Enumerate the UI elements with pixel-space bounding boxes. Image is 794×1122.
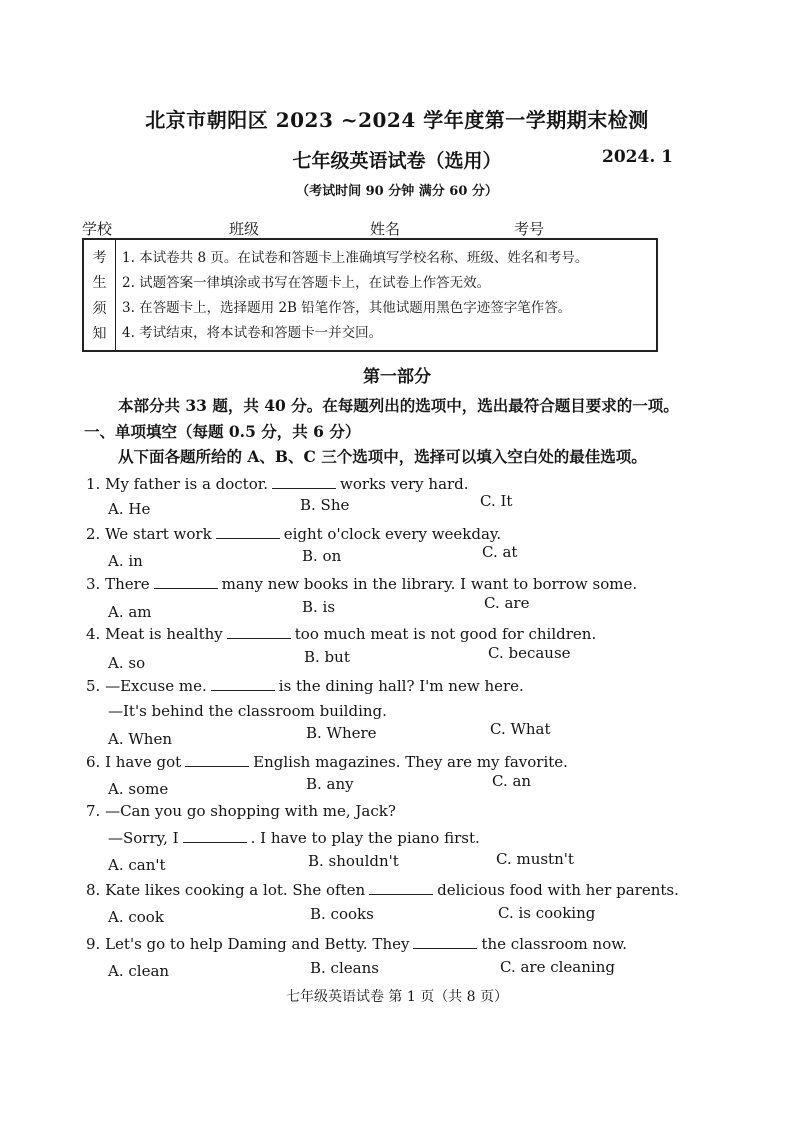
notice-items bbox=[122, 246, 652, 346]
question-text: works very hard. bbox=[340, 475, 469, 493]
notice-side-char: 生 bbox=[92, 275, 107, 292]
question-text: English magazines. They are my favorite. bbox=[253, 753, 568, 771]
question-5 bbox=[86, 676, 524, 695]
name-blank[interactable] bbox=[404, 224, 500, 239]
option-a[interactable]: A. He bbox=[108, 500, 151, 518]
option-b[interactable]: B. Where bbox=[306, 724, 377, 742]
question-text: too much meat is not good for children. bbox=[294, 625, 597, 643]
option-b[interactable]: B. She bbox=[300, 496, 350, 514]
exam-title: 北京市朝阳区 2023 ~2024 学年度第一学期期末检测 bbox=[145, 108, 649, 132]
question-text: 9. Let's go to help Daming and Betty. They bbox=[86, 935, 410, 953]
option-a[interactable]: A. am bbox=[108, 603, 152, 621]
answer-blank[interactable] bbox=[369, 880, 433, 895]
option-c[interactable]: C. at bbox=[482, 543, 518, 561]
option-c[interactable]: C. mustn't bbox=[496, 850, 574, 868]
class-label: 班级 bbox=[229, 220, 260, 238]
option-b[interactable]: B. any bbox=[306, 775, 354, 793]
option-a[interactable]: A. so bbox=[108, 654, 146, 672]
exam-date: 2024. 1 bbox=[602, 147, 673, 167]
page-footer: 七年级英语试卷 第 1 页（共 8 页） bbox=[285, 989, 509, 1005]
part-intro: 本部分共 33 题，共 40 分。在每题列出的选项中，选出最符合题目要求的一项。 bbox=[118, 396, 679, 415]
question-1 bbox=[86, 474, 469, 493]
section-instruction: 从下面各题所给的 A、B、C 三个选项中，选择可以填入空白处的最佳选项。 bbox=[118, 447, 647, 466]
notice-item: 4. 考试结束，将本试卷和答题卡一并交回。 bbox=[122, 325, 383, 341]
answer-blank[interactable] bbox=[183, 828, 247, 843]
question-text: 3. There bbox=[86, 575, 150, 593]
option-c[interactable]: C. is cooking bbox=[498, 904, 596, 922]
option-c[interactable]: C. It bbox=[480, 492, 513, 510]
question-text: delicious food with her parents. bbox=[437, 881, 679, 899]
section-title: 一、单项填空（每题 0.5 分，共 6 分） bbox=[84, 422, 361, 441]
exam-number-field[interactable] bbox=[514, 218, 652, 239]
question-9 bbox=[86, 934, 627, 953]
exam-subtitle: 七年级英语试卷（选用） bbox=[292, 150, 502, 172]
notice-side-char: 须 bbox=[92, 300, 107, 317]
exam-number-label: 考号 bbox=[514, 220, 545, 238]
option-a[interactable]: A. cook bbox=[108, 908, 164, 926]
option-c[interactable]: C. are bbox=[484, 594, 530, 612]
school-label: 学校 bbox=[82, 220, 113, 238]
question-8 bbox=[86, 880, 679, 899]
question-text: 2. We start work bbox=[86, 525, 212, 543]
question-text: 4. Meat is healthy bbox=[86, 625, 223, 643]
answer-blank[interactable] bbox=[154, 574, 218, 589]
notice-side-label bbox=[84, 240, 116, 350]
part-heading: 第一部分 bbox=[363, 367, 431, 387]
option-a[interactable]: A. in bbox=[108, 552, 143, 570]
name-field[interactable] bbox=[370, 218, 500, 239]
option-a[interactable]: A. some bbox=[108, 780, 169, 798]
question-7: 7. —Can you go shopping with me, Jack? bbox=[86, 802, 396, 820]
question-text: —Sorry, I bbox=[108, 829, 179, 847]
answer-blank[interactable] bbox=[272, 474, 336, 489]
option-c[interactable]: C. What bbox=[490, 720, 551, 738]
option-c[interactable]: C. because bbox=[488, 644, 571, 662]
option-b[interactable]: B. but bbox=[304, 648, 350, 666]
option-a[interactable]: A. can't bbox=[108, 856, 166, 874]
option-b[interactable]: B. is bbox=[302, 598, 336, 616]
answer-blank[interactable] bbox=[211, 676, 275, 691]
question-text: 5. —Excuse me. bbox=[86, 677, 207, 695]
option-b[interactable]: B. shouldn't bbox=[308, 852, 399, 870]
class-field[interactable] bbox=[229, 218, 355, 239]
answer-blank[interactable] bbox=[185, 752, 249, 767]
question-3 bbox=[86, 574, 637, 593]
notice-side-char: 考 bbox=[92, 249, 107, 266]
question-text: 1. My father is a doctor. bbox=[86, 475, 269, 493]
question-2 bbox=[86, 524, 501, 543]
option-b[interactable]: B. cleans bbox=[310, 959, 379, 977]
answer-blank[interactable] bbox=[413, 934, 477, 949]
school-blank[interactable] bbox=[116, 224, 208, 239]
answer-blank[interactable] bbox=[227, 624, 291, 639]
option-b[interactable]: B. on bbox=[302, 547, 342, 565]
class-blank[interactable] bbox=[263, 224, 355, 239]
question-text: . I have to play the piano first. bbox=[250, 829, 480, 847]
question-text: 8. Kate likes cooking a lot. She often bbox=[86, 881, 366, 899]
option-a[interactable]: A. clean bbox=[108, 962, 170, 980]
option-b[interactable]: B. cooks bbox=[310, 905, 374, 923]
notice-side-char: 知 bbox=[92, 326, 107, 343]
option-c[interactable]: C. an bbox=[492, 772, 532, 790]
exam-number-blank[interactable] bbox=[548, 224, 652, 239]
question-7-reply bbox=[108, 828, 480, 847]
question-text: 6. I have got bbox=[86, 753, 182, 771]
question-text: the classroom now. bbox=[481, 935, 628, 953]
question-text: eight o'clock every weekday. bbox=[283, 525, 502, 543]
option-c[interactable]: C. are cleaning bbox=[500, 958, 615, 976]
notice-item: 2. 试题答案一律填涂或书写在答题卡上，在试卷上作答无效。 bbox=[122, 275, 491, 291]
candidate-notice-box bbox=[82, 238, 658, 352]
answer-blank[interactable] bbox=[216, 524, 280, 539]
question-text: many new books in the library. I want to borrow some. bbox=[221, 575, 638, 593]
notice-item: 3. 在答题卡上，选择题用 2B 铅笔作答，其他试题用黑色字迹签字笔作答。 bbox=[122, 300, 572, 316]
question-text: is the dining hall? I'm new here. bbox=[278, 677, 524, 695]
option-a[interactable]: A. When bbox=[108, 730, 172, 748]
exam-info: （考试时间 90 分钟 满分 60 分） bbox=[296, 184, 498, 199]
notice-item: 1. 本试卷共 8 页。在试卷和答题卡上准确填写学校名称、班级、姓名和考号。 bbox=[122, 250, 589, 266]
name-label: 姓名 bbox=[370, 220, 401, 238]
question-5-reply: —It's behind the classroom building. bbox=[108, 702, 387, 720]
question-6 bbox=[86, 752, 568, 771]
question-4 bbox=[86, 624, 596, 643]
school-field[interactable] bbox=[82, 218, 208, 239]
